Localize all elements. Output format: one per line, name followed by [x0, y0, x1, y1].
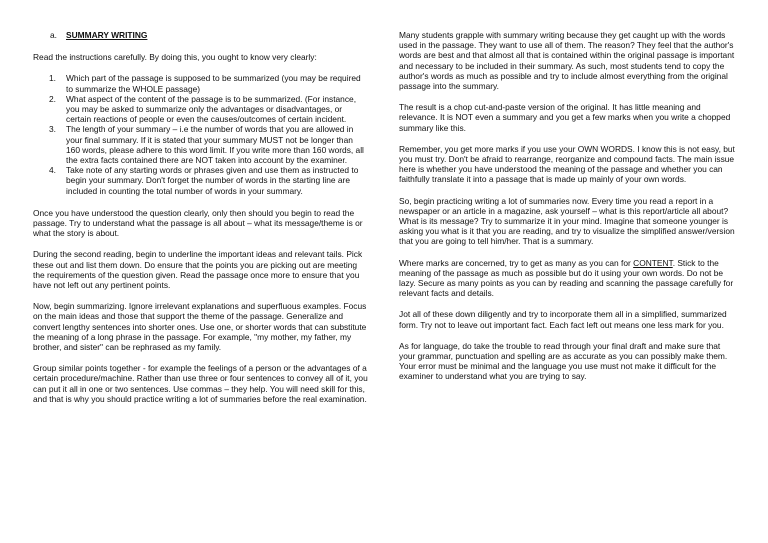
left-column	[33, 30, 368, 415]
list-item	[33, 94, 368, 125]
list-number: 3.	[49, 124, 56, 135]
list-number: 4.	[49, 165, 56, 176]
paragraph-practice: So, begin practicing writing a lot of summaries now. Every time you read a report in a newspaper or an article in a magazine, ask yourself – what is this report/article all about? What is its message? Try to summarize it in your mind. Imagine that someone younger is asking you what is it that you are reading, and try to visualize the simplified answer/version that you are going to tell him/her. That is a summary.	[399, 195, 735, 247]
intro-paragraph: Read the instructions carefully. By doing this, you ought to know very clearly:	[33, 52, 317, 63]
paragraph-marks	[399, 258, 737, 299]
list-item	[33, 165, 368, 196]
marks-text-start: Where marks are concerned, try to get as many as you can for	[399, 257, 634, 268]
content-emphasis: CONTENT	[633, 257, 673, 268]
section-heading	[33, 30, 368, 40]
marks-text-end: . Stick to the meaning of the passage as much as possible but do it using your own words. Do not be lazy. Secure as many points as you can by reading and scanning the passage carefully for relevant facts and details.	[399, 257, 734, 299]
heading-title: SUMMARY WRITING	[66, 30, 148, 40]
list-text: The length of your summary – i.e the number of words that you are allowed in your final summary. If it is stated that your summary MUST not be longer than 160 words, please adhere to this word limit. If you write more than 160 words, all the extra facts contained there are NOT taken into account by the examiner.	[66, 124, 364, 166]
paragraph-jot: Jot all of these down diligently and try to incorporate them all in a simplified, summarized form. Try not to leave out important fact. Each fact left out means one less mark for you.	[399, 309, 727, 330]
paragraph-second-reading: During the second reading, begin to underline the important ideas and relevant tails. Pick these out and list them down. Do ensure that the points you are picking out are meeting the requirements of the question given. Read the passage once more to ensure that you have not left out any pertinent points.	[33, 249, 363, 291]
paragraph-result: The result is a chop cut-and-paste version of the original. It has little meaning and relevance. It is NOT even a summary and you get a few marks when you write a chopped summary like this.	[399, 102, 731, 133]
list-text: Which part of the passage is supposed to be summarized (you may be required to summarize the WHOLE passage)	[66, 73, 361, 94]
paragraph-summarizing: Now, begin summarizing. Ignore irrelevant explanations and superfluous examples. Focus on the main ideas and those that support the theme of the passage. Generalize and convert lengthy sentences into shorter ones. Use one, or shorter words that can substitute the meaning of a long phrase in the passage. For example, "my mother, my father, my brother, and sister" can be rephrased as my family.	[33, 301, 367, 353]
list-text: What aspect of the content of the passage is to be summarized. (For instance, you may be asked to summarize only the advantages or disadvantages, or certain reactions of people or even the causes/outcomes of certain incident.	[66, 93, 357, 125]
paragraph-language: As for language, do take the trouble to read through your final draft and make sure that your grammar, punctuation and spelling are as accurate as you can possibly make them. Your error must be minimal and the language you use must not make it difficult for the examiner to understand what you are trying to say.	[399, 340, 728, 382]
heading-marker: a.	[50, 30, 57, 40]
instruction-list	[33, 73, 368, 195]
list-item	[33, 124, 368, 165]
list-item	[33, 73, 368, 93]
paragraph-grouping: Group similar points together - for example the feelings of a person or the advantages of a certain procedure/machine. Rather than use three or four sentences to convey all of it, you can put it all in one or two sentences. Use commas – they help. You will need skill for this, and that is why you should practice writing a lot of summaries before the real examination.	[33, 363, 368, 404]
list-text: Take note of any starting words or phrases given and use them as instructed to begin your summary. Don't forget the number of words in the starting line are included in counting the total number of words in your summary.	[66, 165, 359, 196]
paragraph-grapple: Many students grapple with summary writing because they get caught up with the words used in the passage. They want to use all of them. The reason? They feel that the author's words are best and that almost all that is contained within the original passage is important and necessary to be included in their summary. As such, most students tend to copy the author's words as much as possible and try to include almost everything from the original passage into the summary.	[399, 30, 735, 92]
list-number: 1.	[49, 73, 56, 84]
list-number: 2.	[49, 93, 56, 104]
right-column	[399, 30, 737, 393]
paragraph-reading: Once you have understood the question clearly, only then should you begin to read the passage. Try to understand what the passage is all about – what its message/theme is or what the story is about.	[33, 207, 363, 239]
paragraph-own-words: Remember, you get more marks if you use your OWN WORDS. I know this is not easy, but you must try. Don't be afraid to rearrange, reorganize and compound facts. The main issue here is whether you have understood the meaning of the passage and whether you can faithfully translate it into a passage that is made up mainly of your own words.	[399, 143, 735, 185]
